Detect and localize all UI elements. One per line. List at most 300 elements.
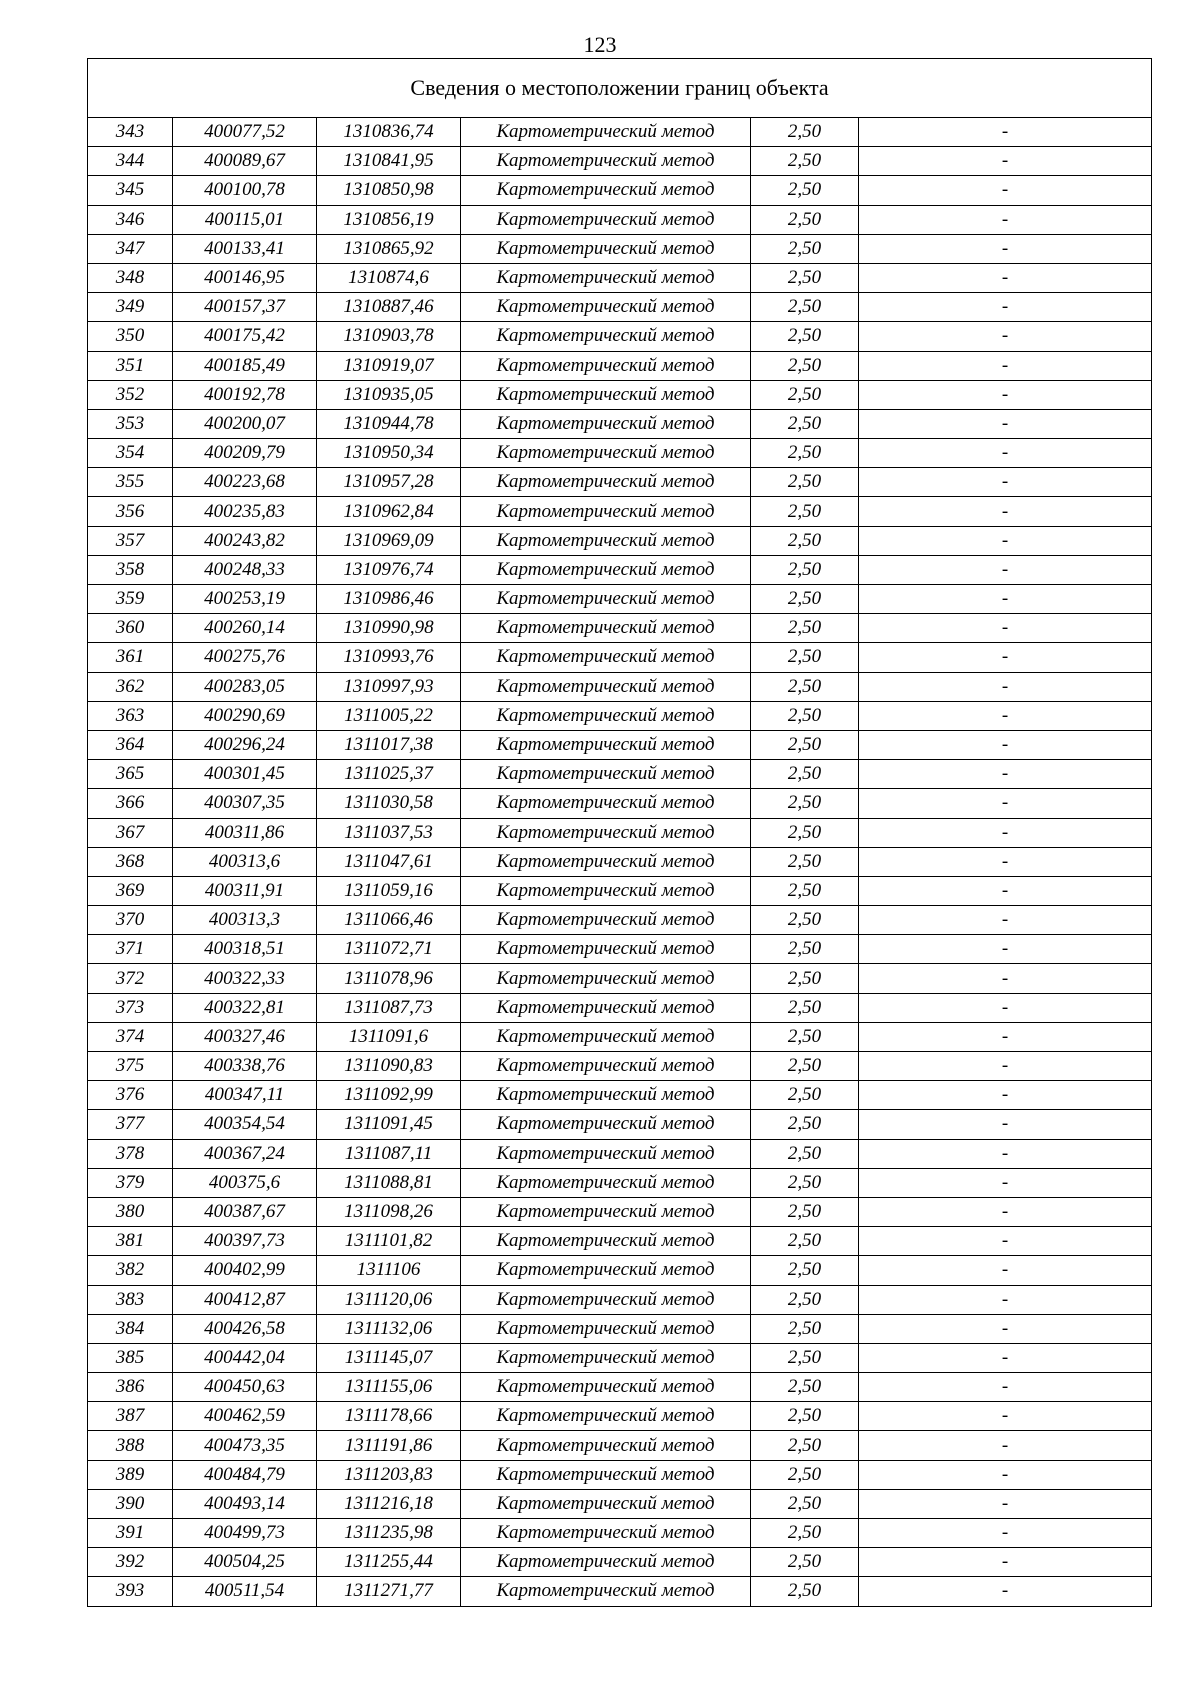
description-cell: - (859, 351, 1152, 380)
point-number-cell: 349 (88, 293, 173, 322)
x-coordinate-cell: 400347,11 (173, 1081, 317, 1110)
point-number-cell: 385 (88, 1343, 173, 1372)
accuracy-cell: 2,50 (751, 1460, 859, 1489)
x-coordinate-cell: 400077,52 (173, 118, 317, 147)
method-cell: Картометрический метод (461, 263, 751, 292)
table-row (88, 643, 1152, 672)
y-coordinate-cell: 1311098,26 (317, 1197, 461, 1226)
accuracy-cell: 2,50 (751, 1402, 859, 1431)
description-cell: - (859, 789, 1152, 818)
method-cell: Картометрический метод (461, 1110, 751, 1139)
y-coordinate-cell: 1310935,05 (317, 380, 461, 409)
description-cell: - (859, 964, 1152, 993)
description-cell: - (859, 1168, 1152, 1197)
accuracy-cell: 2,50 (751, 1431, 859, 1460)
description-cell: - (859, 468, 1152, 497)
y-coordinate-cell: 1311087,11 (317, 1139, 461, 1168)
description-cell: - (859, 293, 1152, 322)
description-cell: - (859, 1431, 1152, 1460)
method-cell: Картометрический метод (461, 1431, 751, 1460)
accuracy-cell: 2,50 (751, 1577, 859, 1606)
point-number-cell: 382 (88, 1256, 173, 1285)
accuracy-cell: 2,50 (751, 1168, 859, 1197)
description-cell: - (859, 497, 1152, 526)
table-row (88, 526, 1152, 555)
method-cell: Картометрический метод (461, 1052, 751, 1081)
y-coordinate-cell: 1310841,95 (317, 147, 461, 176)
x-coordinate-cell: 400511,54 (173, 1577, 317, 1606)
point-number-cell: 379 (88, 1168, 173, 1197)
accuracy-cell: 2,50 (751, 876, 859, 905)
table-row (88, 1314, 1152, 1343)
page-number: 123 (583, 32, 617, 57)
accuracy-cell: 2,50 (751, 409, 859, 438)
description-cell: - (859, 1052, 1152, 1081)
y-coordinate-cell: 1311271,77 (317, 1577, 461, 1606)
table-row (88, 147, 1152, 176)
table-row (88, 409, 1152, 438)
y-coordinate-cell: 1310950,34 (317, 439, 461, 468)
description-cell: - (859, 322, 1152, 351)
method-cell: Картометрический метод (461, 1548, 751, 1577)
accuracy-cell: 2,50 (751, 964, 859, 993)
y-coordinate-cell: 1311255,44 (317, 1548, 461, 1577)
x-coordinate-cell: 400253,19 (173, 585, 317, 614)
description-cell: - (859, 234, 1152, 263)
x-coordinate-cell: 400311,91 (173, 876, 317, 905)
table-row (88, 789, 1152, 818)
point-number-cell: 361 (88, 643, 173, 672)
table-row (88, 263, 1152, 292)
method-cell: Картометрический метод (461, 585, 751, 614)
accuracy-cell: 2,50 (751, 1489, 859, 1518)
accuracy-cell: 2,50 (751, 526, 859, 555)
table-row (88, 1052, 1152, 1081)
y-coordinate-cell: 1311091,6 (317, 1022, 461, 1051)
description-cell: - (859, 614, 1152, 643)
description-cell: - (859, 760, 1152, 789)
accuracy-cell: 2,50 (751, 935, 859, 964)
x-coordinate-cell: 400192,78 (173, 380, 317, 409)
y-coordinate-cell: 1311047,61 (317, 847, 461, 876)
accuracy-cell: 2,50 (751, 351, 859, 380)
point-number-cell: 359 (88, 585, 173, 614)
accuracy-cell: 2,50 (751, 234, 859, 263)
y-coordinate-cell: 1311092,99 (317, 1081, 461, 1110)
y-coordinate-cell: 1310903,78 (317, 322, 461, 351)
y-coordinate-cell: 1311235,98 (317, 1519, 461, 1548)
x-coordinate-cell: 400275,76 (173, 643, 317, 672)
method-cell: Картометрический метод (461, 234, 751, 263)
table-row (88, 1519, 1152, 1548)
table-row (88, 1168, 1152, 1197)
y-coordinate-cell: 1311216,18 (317, 1489, 461, 1518)
table-row (88, 351, 1152, 380)
y-coordinate-cell: 1311132,06 (317, 1314, 461, 1343)
y-coordinate-cell: 1310990,98 (317, 614, 461, 643)
description-cell: - (859, 526, 1152, 555)
point-number-cell: 384 (88, 1314, 173, 1343)
x-coordinate-cell: 400296,24 (173, 730, 317, 759)
method-cell: Картометрический метод (461, 1168, 751, 1197)
description-cell: - (859, 672, 1152, 701)
method-cell: Картометрический метод (461, 1227, 751, 1256)
y-coordinate-cell: 1310865,92 (317, 234, 461, 263)
x-coordinate-cell: 400387,67 (173, 1197, 317, 1226)
table-row (88, 818, 1152, 847)
y-coordinate-cell: 1311078,96 (317, 964, 461, 993)
y-coordinate-cell: 1311178,66 (317, 1402, 461, 1431)
y-coordinate-cell: 1311072,71 (317, 935, 461, 964)
table-row (88, 205, 1152, 234)
accuracy-cell: 2,50 (751, 906, 859, 935)
point-number-cell: 350 (88, 322, 173, 351)
x-coordinate-cell: 400484,79 (173, 1460, 317, 1489)
y-coordinate-cell: 1311106 (317, 1256, 461, 1285)
x-coordinate-cell: 400442,04 (173, 1343, 317, 1372)
point-number-cell: 368 (88, 847, 173, 876)
y-coordinate-cell: 1311091,45 (317, 1110, 461, 1139)
point-number-cell: 374 (88, 1022, 173, 1051)
x-coordinate-cell: 400322,33 (173, 964, 317, 993)
x-coordinate-cell: 400301,45 (173, 760, 317, 789)
y-coordinate-cell: 1310986,46 (317, 585, 461, 614)
x-coordinate-cell: 400243,82 (173, 526, 317, 555)
table-title: Сведения о местоположении границ объекта (88, 59, 1152, 118)
description-cell: - (859, 205, 1152, 234)
method-cell: Картометрический метод (461, 1519, 751, 1548)
point-number-cell: 352 (88, 380, 173, 409)
description-cell: - (859, 1519, 1152, 1548)
point-number-cell: 370 (88, 906, 173, 935)
y-coordinate-cell: 1311203,83 (317, 1460, 461, 1489)
method-cell: Картометрический метод (461, 701, 751, 730)
x-coordinate-cell: 400223,68 (173, 468, 317, 497)
table-row (88, 1139, 1152, 1168)
table-row (88, 1197, 1152, 1226)
description-cell: - (859, 1314, 1152, 1343)
accuracy-cell: 2,50 (751, 1343, 859, 1372)
x-coordinate-cell: 400235,83 (173, 497, 317, 526)
method-cell: Картометрический метод (461, 964, 751, 993)
point-number-cell: 383 (88, 1285, 173, 1314)
point-number-cell: 347 (88, 234, 173, 263)
x-coordinate-cell: 400313,3 (173, 906, 317, 935)
y-coordinate-cell: 1311030,58 (317, 789, 461, 818)
accuracy-cell: 2,50 (751, 1256, 859, 1285)
method-cell: Картометрический метод (461, 351, 751, 380)
accuracy-cell: 2,50 (751, 1227, 859, 1256)
accuracy-cell: 2,50 (751, 1314, 859, 1343)
table-row (88, 1256, 1152, 1285)
y-coordinate-cell: 1310874,6 (317, 263, 461, 292)
accuracy-cell: 2,50 (751, 1081, 859, 1110)
accuracy-cell: 2,50 (751, 380, 859, 409)
y-coordinate-cell: 1310997,93 (317, 672, 461, 701)
table-header-row (88, 59, 1152, 118)
y-coordinate-cell: 1311017,38 (317, 730, 461, 759)
description-cell: - (859, 1402, 1152, 1431)
method-cell: Картометрический метод (461, 526, 751, 555)
point-number-cell: 366 (88, 789, 173, 818)
accuracy-cell: 2,50 (751, 147, 859, 176)
table-row (88, 1548, 1152, 1577)
method-cell: Картометрический метод (461, 1489, 751, 1518)
method-cell: Картометрический метод (461, 555, 751, 584)
method-cell: Картометрический метод (461, 1577, 751, 1606)
table-row (88, 1489, 1152, 1518)
method-cell: Картометрический метод (461, 789, 751, 818)
accuracy-cell: 2,50 (751, 993, 859, 1022)
description-cell: - (859, 555, 1152, 584)
table-row (88, 176, 1152, 205)
method-cell: Картометрический метод (461, 1197, 751, 1226)
description-cell: - (859, 643, 1152, 672)
description-cell: - (859, 380, 1152, 409)
accuracy-cell: 2,50 (751, 1548, 859, 1577)
table-row (88, 322, 1152, 351)
x-coordinate-cell: 400375,6 (173, 1168, 317, 1197)
accuracy-cell: 2,50 (751, 293, 859, 322)
point-number-cell: 363 (88, 701, 173, 730)
x-coordinate-cell: 400260,14 (173, 614, 317, 643)
method-cell: Картометрический метод (461, 205, 751, 234)
method-cell: Картометрический метод (461, 876, 751, 905)
accuracy-cell: 2,50 (751, 1110, 859, 1139)
point-number-cell: 351 (88, 351, 173, 380)
accuracy-cell: 2,50 (751, 1197, 859, 1226)
point-number-cell: 346 (88, 205, 173, 234)
accuracy-cell: 2,50 (751, 497, 859, 526)
method-cell: Картометрический метод (461, 497, 751, 526)
y-coordinate-cell: 1310836,74 (317, 118, 461, 147)
x-coordinate-cell: 400185,49 (173, 351, 317, 380)
table-row (88, 380, 1152, 409)
table-row (88, 293, 1152, 322)
x-coordinate-cell: 400450,63 (173, 1373, 317, 1402)
method-cell: Картометрический метод (461, 906, 751, 935)
description-cell: - (859, 935, 1152, 964)
table-row (88, 847, 1152, 876)
table-row (88, 906, 1152, 935)
method-cell: Картометрический метод (461, 468, 751, 497)
table-row (88, 1577, 1152, 1606)
table-row (88, 876, 1152, 905)
accuracy-cell: 2,50 (751, 263, 859, 292)
accuracy-cell: 2,50 (751, 468, 859, 497)
description-cell: - (859, 1489, 1152, 1518)
accuracy-cell: 2,50 (751, 322, 859, 351)
table-row (88, 964, 1152, 993)
method-cell: Картометрический метод (461, 614, 751, 643)
method-cell: Картометрический метод (461, 818, 751, 847)
y-coordinate-cell: 1311090,83 (317, 1052, 461, 1081)
point-number-cell: 356 (88, 497, 173, 526)
table-row (88, 1022, 1152, 1051)
point-number-cell: 375 (88, 1052, 173, 1081)
description-cell: - (859, 585, 1152, 614)
y-coordinate-cell: 1311087,73 (317, 993, 461, 1022)
point-number-cell: 345 (88, 176, 173, 205)
table-row (88, 1110, 1152, 1139)
method-cell: Картометрический метод (461, 935, 751, 964)
table-row (88, 1285, 1152, 1314)
description-cell: - (859, 1343, 1152, 1372)
description-cell: - (859, 263, 1152, 292)
description-cell: - (859, 1577, 1152, 1606)
method-cell: Картометрический метод (461, 439, 751, 468)
point-number-cell: 348 (88, 263, 173, 292)
y-coordinate-cell: 1311155,06 (317, 1373, 461, 1402)
accuracy-cell: 2,50 (751, 585, 859, 614)
description-cell: - (859, 409, 1152, 438)
x-coordinate-cell: 400313,6 (173, 847, 317, 876)
y-coordinate-cell: 1310856,19 (317, 205, 461, 234)
x-coordinate-cell: 400115,01 (173, 205, 317, 234)
description-cell: - (859, 730, 1152, 759)
point-number-cell: 362 (88, 672, 173, 701)
point-number-cell: 353 (88, 409, 173, 438)
method-cell: Картометрический метод (461, 847, 751, 876)
y-coordinate-cell: 1310944,78 (317, 409, 461, 438)
accuracy-cell: 2,50 (751, 701, 859, 730)
accuracy-cell: 2,50 (751, 789, 859, 818)
table-row (88, 730, 1152, 759)
point-number-cell: 378 (88, 1139, 173, 1168)
table-row (88, 118, 1152, 147)
accuracy-cell: 2,50 (751, 1519, 859, 1548)
x-coordinate-cell: 400209,79 (173, 439, 317, 468)
point-number-cell: 386 (88, 1373, 173, 1402)
point-number-cell: 390 (88, 1489, 173, 1518)
accuracy-cell: 2,50 (751, 614, 859, 643)
method-cell: Картометрический метод (461, 760, 751, 789)
x-coordinate-cell: 400307,35 (173, 789, 317, 818)
method-cell: Картометрический метод (461, 1373, 751, 1402)
accuracy-cell: 2,50 (751, 439, 859, 468)
description-cell: - (859, 1022, 1152, 1051)
point-number-cell: 389 (88, 1460, 173, 1489)
x-coordinate-cell: 400248,33 (173, 555, 317, 584)
y-coordinate-cell: 1310850,98 (317, 176, 461, 205)
x-coordinate-cell: 400175,42 (173, 322, 317, 351)
x-coordinate-cell: 400397,73 (173, 1227, 317, 1256)
x-coordinate-cell: 400100,78 (173, 176, 317, 205)
y-coordinate-cell: 1310919,07 (317, 351, 461, 380)
point-number-cell: 387 (88, 1402, 173, 1431)
method-cell: Картометрический метод (461, 1314, 751, 1343)
method-cell: Картометрический метод (461, 176, 751, 205)
y-coordinate-cell: 1310887,46 (317, 293, 461, 322)
x-coordinate-cell: 400402,99 (173, 1256, 317, 1285)
description-cell: - (859, 1548, 1152, 1577)
description-cell: - (859, 1139, 1152, 1168)
accuracy-cell: 2,50 (751, 818, 859, 847)
method-cell: Картометрический метод (461, 293, 751, 322)
description-cell: - (859, 1197, 1152, 1226)
x-coordinate-cell: 400354,54 (173, 1110, 317, 1139)
method-cell: Картометрический метод (461, 1256, 751, 1285)
accuracy-cell: 2,50 (751, 1139, 859, 1168)
table-row (88, 497, 1152, 526)
method-cell: Картометрический метод (461, 322, 751, 351)
description-cell: - (859, 118, 1152, 147)
method-cell: Картометрический метод (461, 1081, 751, 1110)
point-number-cell: 355 (88, 468, 173, 497)
table-row (88, 439, 1152, 468)
point-number-cell: 365 (88, 760, 173, 789)
y-coordinate-cell: 1311025,37 (317, 760, 461, 789)
description-cell: - (859, 1110, 1152, 1139)
method-cell: Картометрический метод (461, 1460, 751, 1489)
boundary-coordinates-table (87, 58, 1152, 1607)
table-row (88, 1081, 1152, 1110)
table-row (88, 760, 1152, 789)
x-coordinate-cell: 400338,76 (173, 1052, 317, 1081)
point-number-cell: 371 (88, 935, 173, 964)
x-coordinate-cell: 400322,81 (173, 993, 317, 1022)
point-number-cell: 381 (88, 1227, 173, 1256)
y-coordinate-cell: 1311066,46 (317, 906, 461, 935)
x-coordinate-cell: 400311,86 (173, 818, 317, 847)
accuracy-cell: 2,50 (751, 1022, 859, 1051)
accuracy-cell: 2,50 (751, 1052, 859, 1081)
description-cell: - (859, 1373, 1152, 1402)
table-row (88, 1402, 1152, 1431)
y-coordinate-cell: 1310976,74 (317, 555, 461, 584)
description-cell: - (859, 147, 1152, 176)
point-number-cell: 377 (88, 1110, 173, 1139)
accuracy-cell: 2,50 (751, 205, 859, 234)
x-coordinate-cell: 400283,05 (173, 672, 317, 701)
description-cell: - (859, 818, 1152, 847)
description-cell: - (859, 1256, 1152, 1285)
x-coordinate-cell: 400367,24 (173, 1139, 317, 1168)
x-coordinate-cell: 400146,95 (173, 263, 317, 292)
y-coordinate-cell: 1311059,16 (317, 876, 461, 905)
point-number-cell: 344 (88, 147, 173, 176)
description-cell: - (859, 1285, 1152, 1314)
table-row (88, 468, 1152, 497)
x-coordinate-cell: 400327,46 (173, 1022, 317, 1051)
table-row (88, 234, 1152, 263)
point-number-cell: 373 (88, 993, 173, 1022)
table-row (88, 585, 1152, 614)
point-number-cell: 369 (88, 876, 173, 905)
method-cell: Картометрический метод (461, 672, 751, 701)
table-row (88, 1431, 1152, 1460)
method-cell: Картометрический метод (461, 118, 751, 147)
method-cell: Картометрический метод (461, 147, 751, 176)
table-row (88, 1460, 1152, 1489)
description-cell: - (859, 439, 1152, 468)
x-coordinate-cell: 400426,58 (173, 1314, 317, 1343)
description-cell: - (859, 876, 1152, 905)
table-row (88, 1227, 1152, 1256)
method-cell: Картометрический метод (461, 993, 751, 1022)
point-number-cell: 392 (88, 1548, 173, 1577)
x-coordinate-cell: 400504,25 (173, 1548, 317, 1577)
method-cell: Картометрический метод (461, 1285, 751, 1314)
point-number-cell: 372 (88, 964, 173, 993)
accuracy-cell: 2,50 (751, 1285, 859, 1314)
accuracy-cell: 2,50 (751, 760, 859, 789)
point-number-cell: 388 (88, 1431, 173, 1460)
y-coordinate-cell: 1311145,07 (317, 1343, 461, 1372)
y-coordinate-cell: 1311120,06 (317, 1285, 461, 1314)
table-row (88, 701, 1152, 730)
method-cell: Картометрический метод (461, 1139, 751, 1168)
